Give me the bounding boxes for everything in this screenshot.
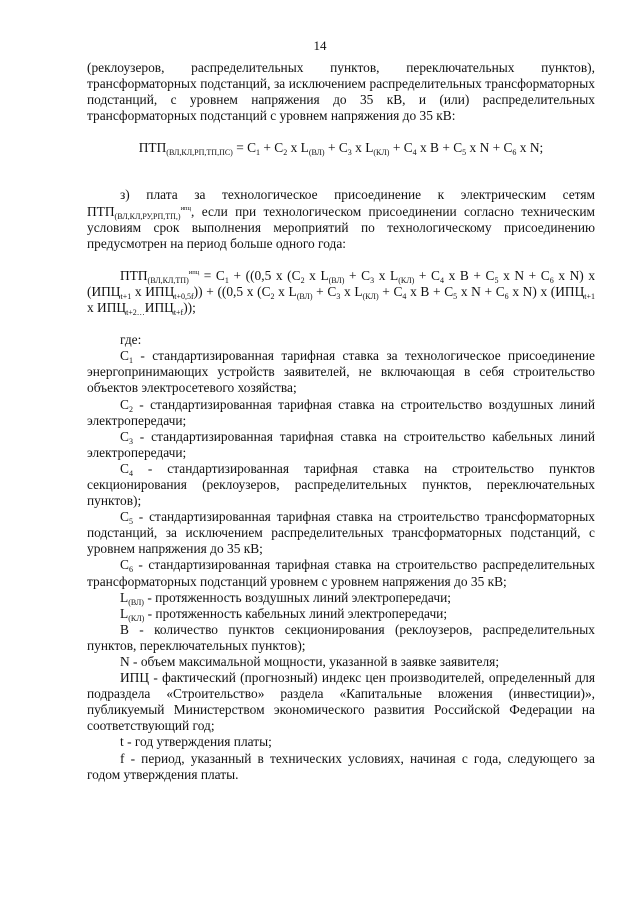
def-subscript: 2 [128,404,133,414]
formula-subscript: (ВЛ,КЛ,РУ,РП,ТП,) [114,211,181,221]
formula-text: )) + ((0,5 х (С [193,283,271,299]
formula-text: )); [183,300,196,316]
formula-superscript: ипц [188,268,200,276]
formula-ptp-basic [87,140,595,156]
def-subscript: 4 [128,468,133,478]
def-text: - стандартизированная тарифная ставка на строительство воздушных линий электропередачи; [87,396,595,428]
where-label: где: [120,332,142,348]
definition-ipc: ИПЦ - фактический (прогнозный) индекс цен производителей, определенный для подраздела «Строительство» раздела «Капитальные вложения (инвестиции)», публикуемый Министерством экономического развития Российской Федерации на соответствующий год; [87,670,595,734]
formula-subscript: 3 [336,291,341,301]
definition-c4 [87,461,595,509]
page-number: 14 [313,38,327,53]
formula-text: + С [312,283,337,299]
document-body [87,60,595,783]
formula-text: + С [324,140,348,156]
def-subscript: (КЛ) [128,613,145,623]
formula-text: + С [414,267,440,283]
formula-text: x N) х (ИПЦ [87,267,596,299]
formula-text: x L [374,267,399,283]
formula-subscript: 1 [224,275,229,285]
item-z-text: , если при технологическом присоединении согласно техническим условиям срок выполнения мероприятий по технологическому присоединению предусмотрен на период больше одного года: [87,203,595,251]
formula-text: ПТП [120,267,148,283]
formula-text: x L [287,140,309,156]
formula-subscript: (ВЛ,КЛ,ТП) [147,275,189,285]
formula-subscript: 6 [549,275,554,285]
def-symbol: С [120,396,129,412]
formula-subscript: 2 [283,148,288,158]
formula-subscript: 6 [512,148,517,158]
def-text: - стандартизированная тарифная ставка на строительство кабельных линий электропередачи; [87,428,595,460]
item-z-paragraph [87,187,595,251]
formula-subscript: t+1 [584,291,596,301]
definition-n: N - объем максимальной мощности, указанной в заявке заявителя; [120,654,500,669]
formula-subscript: 4 [412,148,417,158]
def-subscript: (ВЛ) [128,597,144,607]
def-symbol: L [120,605,129,621]
formula-text: + С [378,283,403,299]
formula-subscript: (ВЛ) [296,291,313,301]
formula-text: ПТП [138,140,167,156]
def-text: - стандартизированная тарифная ставка на строительство распределительных трансформаторных подстанций уровнем с уровнем напряжения до 35 кВ; [87,557,595,589]
formula-superscript: ипц [180,204,192,212]
formula-subscript: 2 [300,275,305,285]
definition-c1 [87,348,595,396]
formula-subscript: 4 [439,275,444,285]
formula-subscript: (КЛ) [362,291,379,301]
definition-l-vl [87,590,595,606]
def-subscript: 3 [128,436,133,446]
formula-subscript: 1 [256,148,261,158]
def-subscript: 6 [128,565,133,575]
def-symbol: С [120,557,129,573]
formula-subscript: 3 [370,275,375,285]
formula-ptp-ipc [87,268,595,316]
formula-text: x ИПЦ [131,283,175,299]
def-symbol: С [120,348,129,364]
def-symbol: С [120,509,129,525]
formula-subscript: 4 [402,291,407,301]
formula-text: ИПЦ [144,300,174,316]
def-symbol: С [120,460,129,476]
formula-subscript: t+1 [120,291,132,301]
def-text: - стандартизированная тарифная ставка на строительство пунктов секционирования (реклоузеров, распределительных пунктов, переключательных пунктов); [87,460,595,509]
definition-c2 [87,397,595,429]
formula-text: x L [304,267,329,283]
paragraph-continuation: (реклоузеров, распределительных пунктов, переключательных пунктов), трансформаторных подстанций, за исключением распределительных трансформаторных подстанций, с уровнем напряжения до 35 кВ, и (или) распределительных трансформаторных подстанций с уровнем напряжения до 35 кВ: [87,60,595,124]
formula-text: x L [351,140,374,156]
formula-text: x N; [516,140,544,156]
formula-subscript: 5 [494,275,499,285]
formula-subscript: (КЛ) [373,148,390,158]
formula-text: + С [260,140,284,156]
def-symbol: L [120,589,129,605]
def-subscript: 1 [128,356,133,366]
formula-text: x L [274,283,297,299]
definition-b: В - количество пунктов секционирования (реклоузеров, распределительных пунктов, переключательных пунктов); [87,621,595,653]
formula-subscript: (КЛ) [398,275,415,285]
formula-subscript: t+0,5f [174,291,194,301]
def-subscript: 5 [128,517,133,527]
formula-subscript: (ВЛ) [328,275,345,285]
formula-text: x N + С [457,283,505,299]
formula-text: x ИПЦ [87,300,127,316]
definition-t: t - год утверждения платы; [120,734,272,750]
formula-text: x N + С [498,267,550,283]
formula-subscript: 5 [453,291,458,301]
formula-subscript: 2 [270,291,275,301]
formula-subscript: (ВЛ,КЛ,РП,ТП,ПС) [166,148,233,158]
item-z-text: з) плата за технологическое присоединение к электрическим сетям ПТП [87,187,595,219]
formula-subscript: 3 [347,148,352,158]
def-text: - стандартизированная тарифная ставка на строительство трансформаторных подстанций, за исключением распределительных трансформаторных подстанций, с уровнем напряжения до 35 кВ; [87,509,595,557]
def-text: - протяженность воздушных линий электропередачи; [143,589,451,605]
formula-text: + С [389,140,413,156]
formula-text: = С [232,140,257,156]
formula-text: + ((0,5 х (С [228,267,301,283]
def-symbol: С [120,428,129,444]
formula-subscript: 6 [504,291,509,301]
def-text: - протяженность кабельных линий электропередачи; [144,605,448,621]
formula-subscript: t+2… [126,308,145,318]
formula-text: x L [340,283,363,299]
formula-text: x В + С [443,267,495,283]
def-text: - стандартизированная тарифная ставка за технологическое присоединение энергопринимающих устройств заявителей, не включающая в себя строительство объектов электросетевого хозяйства; [87,348,595,396]
formula-subscript: t+f [173,308,184,318]
formula-text: x N) х (ИПЦ [508,283,585,299]
definition-c5 [87,509,595,557]
formula-subscript: (ВЛ) [308,148,325,158]
definition-c3 [87,429,595,461]
formula-text: = С [199,267,225,283]
definition-f: f - период, указанный в технических условиях, начиная с года, следующего за годом утверждения платы. [87,750,595,782]
formula-text: x В + С [416,140,463,156]
formula-text: x N + С [466,140,513,156]
definition-l-kl [87,606,595,622]
formula-subscript: 5 [462,148,467,158]
formula-text: + С [344,267,371,283]
formula-text: x В + С [406,283,454,299]
definition-c6 [87,557,595,589]
